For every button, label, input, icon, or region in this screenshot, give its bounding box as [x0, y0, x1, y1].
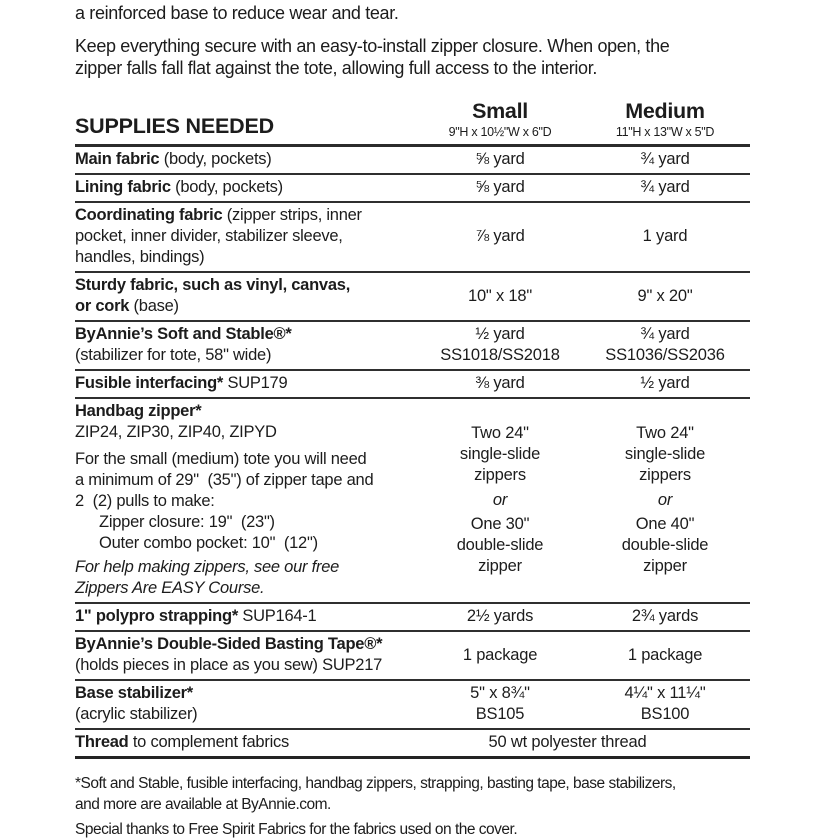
cell-line: zippers	[639, 466, 691, 484]
row-label-line: Handbag zipper*	[75, 402, 202, 420]
cell-line: 2¾ yards	[631, 607, 699, 625]
row-label-line: Outer combo pocket: 10" (12")	[99, 534, 318, 552]
row-label	[75, 324, 420, 366]
cell-line: 2½ yards	[466, 607, 534, 625]
row-label-line: Fusible interfacing* SUP179	[75, 374, 288, 392]
cell-line: or	[657, 491, 673, 509]
table-row-polypro-strapping	[75, 604, 750, 632]
cell-span	[420, 732, 750, 753]
table-row-basting-tape	[75, 632, 750, 681]
row-label-line: a minimum of 29" (35") of zipper tape and	[75, 471, 374, 489]
cell-line: single-slide	[624, 445, 706, 463]
cell-medium	[580, 177, 750, 198]
row-label-line: (holds pieces in place as you sew) SUP217	[75, 656, 383, 674]
cell-line: SS1018/SS2018	[440, 346, 560, 364]
row-label-line: pocket, inner divider, stabilizer sleeve,	[75, 227, 343, 245]
table-row-fusible-interfacing	[75, 371, 750, 399]
cell-line: 10" x 18"	[467, 286, 533, 305]
row-label	[75, 606, 420, 627]
row-label-line: Coordinating fabric (zipper strips, inner	[75, 206, 362, 224]
cell-small	[420, 634, 580, 676]
cell-line: 9" x 20"	[637, 286, 693, 305]
cutoff-credit-line: Special thanks to Free Spirit Fabrics for the fabrics used on the cover.	[75, 821, 518, 838]
cell-small	[420, 205, 580, 268]
column-header-small	[420, 99, 580, 139]
cell-small	[420, 275, 580, 317]
cell-small	[420, 149, 580, 170]
row-label	[75, 634, 420, 676]
cell-small	[420, 606, 580, 627]
cell-medium	[580, 634, 750, 676]
row-label-line: Zipper closure: 19" (23")	[99, 513, 275, 531]
table-header	[75, 99, 750, 144]
row-label	[75, 683, 420, 725]
intro-paragraph-2	[75, 35, 825, 79]
cell-line: double-slide	[456, 536, 544, 554]
cell-line: One 30"	[470, 515, 530, 533]
row-label-line: or cork (base)	[75, 297, 179, 315]
cell-medium	[580, 401, 750, 599]
cell-line: ½ yard	[640, 374, 690, 392]
column-label-medium: Medium	[625, 99, 705, 123]
supplies-needed-title: SUPPLIES NEEDED	[75, 114, 274, 138]
cell-line: Two 24"	[636, 424, 694, 442]
cell-line: zipper	[478, 557, 522, 575]
intro-paragraph-2-line-2: zipper falls fall flat against the tote, allowing full access to the interior.	[75, 58, 597, 78]
table-row-handbag-zipper	[75, 399, 750, 604]
cell-small	[420, 373, 580, 394]
footnote	[75, 773, 825, 815]
row-label-line: Lining fabric (body, pockets)	[75, 178, 283, 196]
cell-line: ¾ yard	[640, 325, 690, 343]
table-row-sturdy-fabric	[75, 273, 750, 322]
row-label-line: 2 (2) pulls to make:	[75, 492, 215, 510]
row-label	[75, 401, 420, 599]
cell-medium	[580, 324, 750, 366]
column-label-small: Small	[472, 99, 528, 123]
row-label-line: ByAnnie’s Soft and Stable®*	[75, 325, 292, 343]
cell-line: or	[492, 491, 508, 509]
cell-line: BS105	[475, 705, 525, 723]
column-dimensions-small: 9"H x 10½"W x 6"D	[448, 125, 552, 139]
cell-line: SS1036/SS2036	[605, 346, 725, 364]
cell-line: 50 wt polyester thread	[488, 733, 647, 751]
row-label-line: Main fabric (body, pockets)	[75, 150, 272, 168]
cell-medium	[580, 606, 750, 627]
cell-line: zippers	[474, 466, 526, 484]
cell-medium	[580, 205, 750, 268]
intro-paragraph-2-line-1: Keep everything secure with an easy-to-install zipper closure. When open, the	[75, 36, 670, 56]
table-row-soft-and-stable	[75, 322, 750, 371]
cell-small	[420, 177, 580, 198]
cell-line: BS100	[640, 705, 690, 723]
cell-medium	[580, 275, 750, 317]
cell-line: single-slide	[459, 445, 541, 463]
row-label-line: For the small (medium) tote you will need	[75, 450, 367, 468]
footnote-line-2: and more are available at ByAnnie.com.	[75, 796, 331, 813]
table-row-thread	[75, 730, 750, 759]
row-label-line: handles, bindings)	[75, 248, 205, 266]
supplies-table	[75, 144, 750, 759]
cell-small	[420, 401, 580, 599]
row-label-line: For help making zippers, see our free	[75, 558, 340, 576]
cell-line: One 40"	[635, 515, 695, 533]
cell-line: zipper	[643, 557, 687, 575]
column-dimensions-medium: 11"H x 13"W x 5"D	[615, 125, 715, 139]
cell-line: ½ yard	[475, 325, 525, 343]
row-label-line: Thread to complement fabrics	[75, 733, 289, 751]
table-row-coordinating-fabric	[75, 203, 750, 273]
row-label-line: Base stabilizer*	[75, 684, 193, 702]
cell-line: ¾ yard	[640, 178, 690, 196]
row-label	[75, 205, 420, 268]
row-label-line: (acrylic stabilizer)	[75, 705, 198, 723]
row-label-line: ByAnnie’s Double-Sided Basting Tape®*	[75, 635, 383, 653]
cell-small	[420, 683, 580, 725]
cell-line: ⅝ yard	[475, 150, 525, 168]
footnote-line-1: *Soft and Stable, fusible interfacing, handbag zippers, strapping, basting tape, base stabilizers,	[75, 775, 676, 792]
row-label	[75, 732, 420, 753]
row-label-line: Zippers Are EASY Course.	[75, 579, 265, 597]
cell-line: ⅜ yard	[475, 374, 525, 392]
row-label-line: ZIP24, ZIP30, ZIP40, ZIPYD	[75, 423, 277, 441]
intro-text	[75, 2, 825, 79]
row-label	[75, 275, 420, 317]
cell-line: 1 package	[627, 645, 703, 664]
cell-medium	[580, 683, 750, 725]
cell-medium	[580, 373, 750, 394]
row-label-line: (stabilizer for tote, 58" wide)	[75, 346, 272, 364]
table-row-base-stabilizer	[75, 681, 750, 730]
cell-line: 5" x 8¾"	[470, 684, 530, 702]
row-label	[75, 149, 420, 170]
table-row-lining-fabric	[75, 175, 750, 203]
row-label	[75, 373, 420, 394]
cell-small	[420, 324, 580, 366]
cell-line: 1 package	[462, 645, 538, 664]
cell-line: 4¼" x 11¼"	[624, 684, 706, 702]
row-label-line: Sturdy fabric, such as vinyl, canvas,	[75, 276, 351, 294]
cell-line: ⅝ yard	[475, 178, 525, 196]
intro-paragraph-1: a reinforced base to reduce wear and tear.	[75, 3, 399, 23]
cell-line: double-slide	[621, 536, 709, 554]
cell-line: ¾ yard	[640, 150, 690, 168]
cell-line: 1 yard	[642, 227, 688, 245]
cell-line: Two 24"	[471, 424, 529, 442]
cell-medium	[580, 149, 750, 170]
column-header-medium	[580, 99, 750, 139]
table-row-main-fabric	[75, 147, 750, 175]
row-label-line: 1" polypro strapping* SUP164-1	[75, 607, 317, 625]
cell-line: ⅞ yard	[475, 227, 525, 245]
row-label	[75, 177, 420, 198]
